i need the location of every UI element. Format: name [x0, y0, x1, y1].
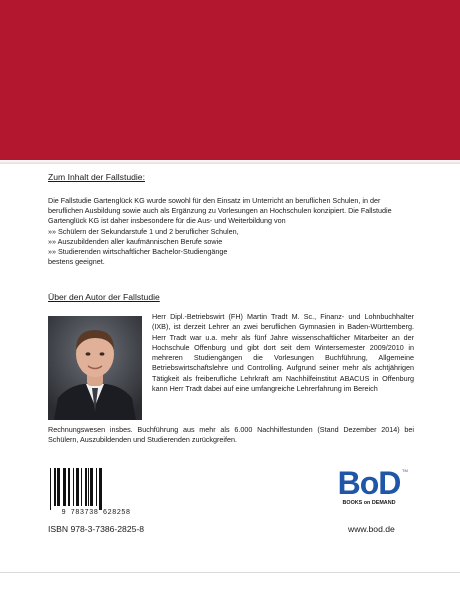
intro-heading: Zum Inhalt der Fallstudie: [48, 172, 145, 182]
bod-tagline: BOOKS on DEMAND [342, 500, 396, 506]
intro-text-block [48, 196, 414, 267]
barcode-bar [54, 468, 56, 506]
isbn-barcode [48, 468, 144, 510]
isbn-number: ISBN 978-3-7386-2825-8 [48, 524, 145, 534]
author-heading: Über den Autor der Fallstudie [48, 292, 160, 302]
barcode-digits: 9 783738 628258 [61, 509, 131, 517]
author-bio [152, 312, 414, 394]
cover-red-band [0, 0, 460, 160]
author-photo [48, 316, 142, 420]
barcode-bar [50, 468, 51, 510]
barcode-bar [76, 468, 79, 506]
barcode-bar [68, 468, 70, 506]
intro-bullet: »» Auszubildenden aller kaufmännischen Berufe sowie [48, 236, 223, 246]
intro-bullet: »» Studierenden wirtschaftlicher Bachelor-Studiengänge [48, 247, 228, 257]
barcode-bar [88, 468, 89, 506]
author-bio-part-1: Herr Dipl.-Betriebswirt (FH) Martin Tradt M. Sc., Finanz- und Lohnbuchhalter (IXB), ist derzeit Lehrer an zwei beruflichen Gymnasien in Baden-Württemberg. Herr Tradt war u.a. mehr als fünf Jahre wissenschaftlicher Mitarbeiter an der Hochschule Offenburg und gibt dort seit dem Wintersemester 2009/2010 in mehreren Studiengängen die Vorlesungen Buchführung, Allgemeine Betriebswirtschaftslehre und Controlling. [152, 312, 414, 373]
barcode-bar [81, 468, 82, 506]
bod-logo [330, 466, 408, 510]
barcode-bar [57, 468, 60, 506]
intro-closing: bestens geeignet. [48, 257, 105, 267]
barcode-bar [73, 468, 74, 506]
author-bio-part-2: Aufgrund seiner mehr als achtjährigen Tätigkeit als freiberufliche Lehrkraft am Nachhilfeinstitut ABACUS in Offenburg kann Herr Tradt dabei auf eine umfangreiche Lehrerfahrung im Bereich [152, 363, 414, 394]
bod-trademark: TM [402, 468, 408, 473]
intro-bullet: »» Schülern der Sekundarstufe 1 und 2 beruflicher Schulen, [48, 226, 239, 236]
barcode-bar [96, 468, 97, 506]
bod-logo-mark: BoD [337, 465, 401, 501]
barcode-bar [90, 468, 93, 506]
barcode-bar [63, 468, 66, 506]
barcode-bar [85, 468, 87, 506]
publisher-website: www.bod.de [348, 524, 395, 534]
barcode-bar [99, 468, 102, 510]
author-bio-tail: Rechnungswesen insbes. Buchführung aus mehr als 6.000 Nachhilfestunden (Stand Dezember 2014) bei Schülern, Auszubildenden und Studierenden zurückgreifen. [48, 425, 414, 445]
band-shadow [0, 160, 460, 164]
bottom-rule [0, 572, 460, 573]
intro-paragraph: Die Fallstudie Gartenglück KG wurde sowohl für den Einsatz im Unterricht an beruflichen Schulen, in der beruflichen Ausbildung sowie auch als Ergänzung zu Vorlesungen an Hochschulen konzipiert. Die Fallstudie Gartenglück KG ist daher insbesondere für die Aus- und Weiterbildung von [48, 196, 392, 226]
